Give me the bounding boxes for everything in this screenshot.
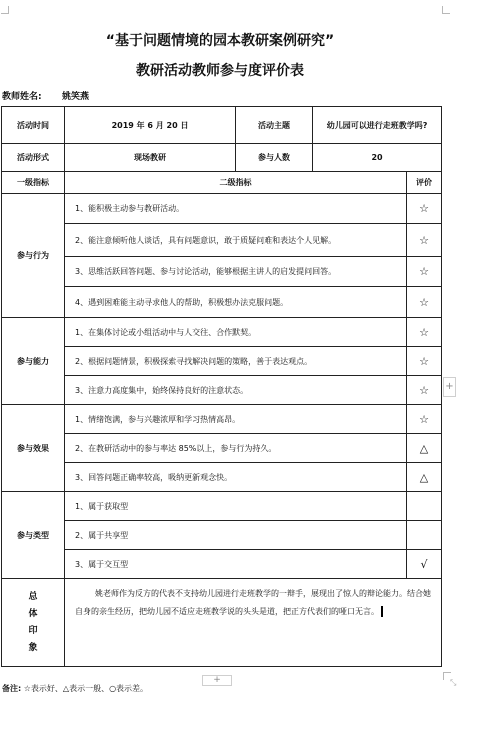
table-row — [2, 347, 442, 376]
group-name-behavior: 参与行为 — [2, 194, 65, 318]
item-text: 4、遇到困难能主动寻求他人的帮助，积极想办法克服问题。 — [65, 287, 407, 318]
table-row — [2, 492, 442, 521]
item-text: 2、根据问题情景，积极探索寻找解决问题的策略，善于表达观点。 — [65, 347, 407, 376]
header-row — [2, 172, 442, 194]
theme-value-cell: 幼儿园可以进行走班教学吗? — [313, 107, 442, 144]
form-label-cell: 活动形式 — [2, 144, 65, 172]
rating-cell[interactable]: ☆ — [407, 257, 442, 287]
rating-cell[interactable] — [407, 492, 442, 521]
info-row-form-count — [2, 144, 442, 172]
teacher-line — [2, 89, 89, 102]
count-label-cell: 参与人数 — [236, 144, 313, 172]
info-row-time-theme — [2, 107, 442, 144]
table-row — [2, 376, 442, 405]
group-name-effect: 参与效果 — [2, 405, 65, 492]
add-row-button[interactable]: + — [202, 675, 232, 686]
table-row — [2, 463, 442, 492]
summary-row — [2, 579, 442, 667]
evaluation-table — [1, 106, 442, 667]
rating-cell[interactable] — [407, 521, 442, 550]
header-level2: 二级指标 — [65, 172, 407, 194]
item-text: 3、思维活跃回答问题、参与讨论活动，能够根据主讲人的启发提问回答。 — [65, 257, 407, 287]
summary-text-cell[interactable] — [65, 579, 442, 667]
rating-cell[interactable]: △ — [407, 463, 442, 492]
rating-cell[interactable]: ☆ — [407, 347, 442, 376]
rating-cell[interactable]: ☆ — [407, 287, 442, 318]
table-row — [2, 434, 442, 463]
table-row — [2, 287, 442, 318]
time-label-cell: 活动时间 — [2, 107, 65, 144]
document-title: “基于问题情境的园本教研案例研究” — [105, 33, 335, 49]
table-resize-handle[interactable]: ⤡ — [450, 678, 457, 687]
rating-cell[interactable]: ☆ — [407, 194, 442, 224]
rating-cell[interactable]: ☆ — [407, 376, 442, 405]
summary-label: 总 体 印 象 — [2, 579, 65, 667]
theme-label-cell: 活动主题 — [236, 107, 313, 144]
item-text: 2、在教研活动中的参与率达 85%以上，参与行为持久。 — [65, 434, 407, 463]
header-rating: 评价 — [407, 172, 442, 194]
time-value-cell: 2019 年 6 月 20 日 — [65, 107, 236, 144]
group-name-ability: 参与能力 — [2, 318, 65, 405]
item-text: 2、能注意倾听他人谈话，具有问题意识，敢于质疑问难和表达个人见解。 — [65, 224, 407, 257]
footnote — [2, 683, 148, 694]
item-text: 1、在集体讨论或小组活动中与人交往、合作默契。 — [65, 318, 407, 347]
add-column-button[interactable]: + — [443, 377, 456, 397]
rating-cell[interactable]: △ — [407, 434, 442, 463]
item-text: 3、注意力高度集中，始终保持良好的注意状态。 — [65, 376, 407, 405]
count-value-cell: 20 — [313, 144, 442, 172]
footnote-label: 备注: — [2, 684, 22, 693]
table-row — [2, 224, 442, 257]
crop-mark-top-right — [442, 6, 450, 14]
table-row — [2, 550, 442, 579]
header-level1: 一级指标 — [2, 172, 65, 194]
text-cursor — [381, 606, 383, 617]
document-subtitle: 教研活动教师参与度评价表 — [136, 63, 304, 79]
teacher-label: 教师姓名: — [2, 92, 42, 102]
rating-cell[interactable]: ☆ — [407, 318, 442, 347]
crop-mark-top-left — [1, 6, 9, 14]
table-row — [2, 257, 442, 287]
item-text: 1、属于获取型 — [65, 492, 407, 521]
item-text: 3、回答问题正确率较高，吸纳更新观念快。 — [65, 463, 407, 492]
table-row — [2, 521, 442, 550]
table-row — [2, 405, 442, 434]
rating-cell[interactable]: √ — [407, 550, 442, 579]
rating-cell[interactable]: ☆ — [407, 405, 442, 434]
summary-text: 姚老师作为反方的代表不支持幼儿园进行走班教学的一辩手，展现出了惊人的辩论能力。结合她自身的亲生经历，把幼儿园不适应走班教学说的头头是道，把正方代表们的哑口无言。 — [75, 589, 431, 616]
teacher-name: 姚笑燕 — [62, 92, 90, 102]
rating-cell[interactable]: ☆ — [407, 224, 442, 257]
table-row — [2, 318, 442, 347]
table-row — [2, 194, 442, 224]
item-text: 2、属于共享型 — [65, 521, 407, 550]
item-text: 1、情绪饱满，参与兴趣浓厚和学习热情高昂。 — [65, 405, 407, 434]
group-name-type: 参与类型 — [2, 492, 65, 579]
footnote-text: ☆表示好、△表示一般、○表示差。 — [23, 684, 149, 693]
form-value-cell: 现场教研 — [65, 144, 236, 172]
item-text: 3、属于交互型 — [65, 550, 407, 579]
item-text: 1、能积极主动参与教研活动。 — [65, 194, 407, 224]
